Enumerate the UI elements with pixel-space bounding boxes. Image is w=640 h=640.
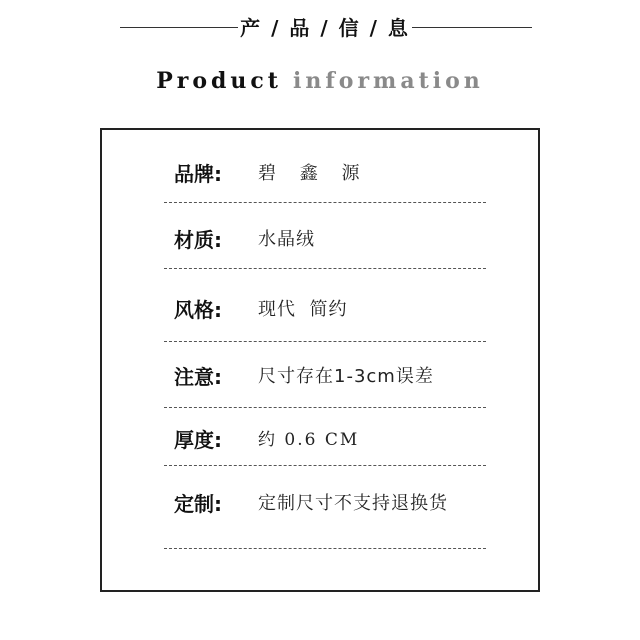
notice-value: 尺寸存在1-3cm误差 <box>258 366 434 387</box>
row-thickness <box>102 422 538 458</box>
row-divider <box>164 202 486 203</box>
header-rule-right <box>412 27 532 28</box>
header-rule-left <box>120 27 238 28</box>
section-title: 产 / 品 / 信 / 息 <box>240 16 410 40</box>
brand-value: 碧 鑫 源 <box>258 163 369 184</box>
thickness-label: 厚度: <box>174 428 222 452</box>
row-brand <box>102 156 538 192</box>
row-material <box>102 222 538 258</box>
section-header <box>0 8 640 40</box>
material-label: 材质: <box>174 228 222 252</box>
row-custom <box>102 486 538 522</box>
style-label: 风格: <box>174 298 222 322</box>
material-value: 水晶绒 <box>258 229 315 250</box>
notice-label: 注意: <box>174 365 222 389</box>
row-divider <box>164 407 486 408</box>
custom-label: 定制: <box>174 492 222 516</box>
style-value: 现代 简约 <box>258 299 348 320</box>
row-notice <box>102 359 538 395</box>
product-info-box <box>100 128 540 592</box>
row-divider <box>164 548 486 549</box>
row-divider <box>164 465 486 466</box>
row-style <box>102 292 538 328</box>
row-divider <box>164 268 486 269</box>
thickness-value: 约 0.6 CM <box>258 430 360 450</box>
subtitle-word-information: information <box>292 68 484 94</box>
custom-value: 定制尺寸不支持退换货 <box>258 493 448 514</box>
row-divider <box>164 341 486 342</box>
brand-label: 品牌: <box>174 162 222 186</box>
subtitle-word-product: Product <box>156 68 282 94</box>
section-subtitle <box>0 68 640 94</box>
